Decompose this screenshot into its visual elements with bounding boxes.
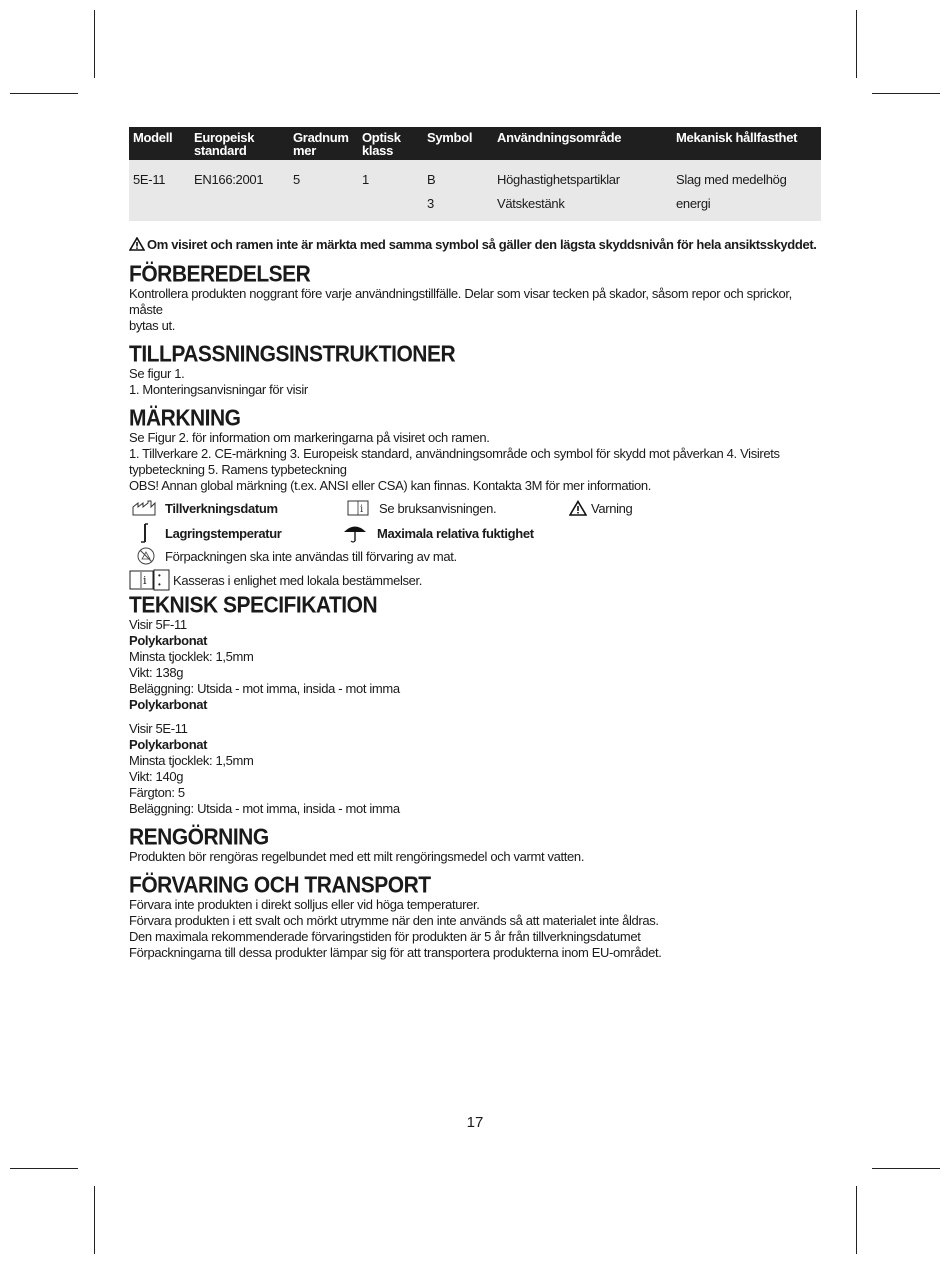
symbol-warning: Varning <box>569 500 632 516</box>
symbol-storage-temperature: Lagringstemperatur <box>131 523 282 543</box>
paragraph: bytas ut. <box>129 318 175 333</box>
warning-note: Om visiret och ramen inte är märkta med samma symbol så gäller den lägsta skyddsnivån för hela ansiktsskyddet. <box>129 237 821 252</box>
cell-omrade: Höghastighetspartiklar Vätskestänk <box>493 160 672 221</box>
heading-rengoring: RENGÖRNING <box>129 824 269 851</box>
paragraph: Förpackningarna till dessa produkter lämpar sig för att transportera produkterna inom EU-området. <box>129 945 662 960</box>
paragraph: typbeteckning 5. Ramens typbeteckning <box>129 462 347 477</box>
header-hallfasthet: Mekanisk hållfasthet <box>672 127 821 160</box>
paragraph: Färgton: 5 <box>129 785 185 800</box>
cell-standard: EN166:2001 <box>190 160 289 221</box>
paragraph: Minsta tjocklek: 1,5mm <box>129 753 254 768</box>
crop-mark <box>872 1168 940 1169</box>
warning-triangle-icon <box>569 500 587 516</box>
cell-symbol: B 3 <box>423 160 493 221</box>
symbol-row-3 <box>129 544 821 567</box>
paragraph: Polykarbonat <box>129 737 208 752</box>
paragraph: Vikt: 140g <box>129 769 184 784</box>
crop-mark <box>94 10 95 78</box>
paragraph: Vikt: 138g <box>129 665 184 680</box>
symbol-not-for-food: Förpackningen ska inte användas till förvaring av mat. <box>135 546 457 566</box>
paragraph: Se figur 1. <box>129 366 185 381</box>
crop-mark <box>10 93 78 94</box>
umbrella-icon <box>341 523 369 543</box>
crop-mark <box>856 10 857 78</box>
cell-hallfasthet: Slag med medelhög energi <box>672 160 821 221</box>
symbol-row-2 <box>129 521 821 544</box>
specification-table <box>129 127 821 221</box>
header-gradnummer: Gradnum mer <box>289 127 358 160</box>
section-teknisk <box>129 592 821 817</box>
cell-optisk-klass: 1 <box>358 160 423 221</box>
symbol-row-4 <box>129 567 821 593</box>
paragraph: Kontrollera produkten noggrant före varje användningstillfälle. Delar som visar tecken på skador, såsom repor och sprickor, måste <box>129 286 792 317</box>
paragraph: Beläggning: Utsida - mot imma, insida - mot imma <box>129 801 400 816</box>
crop-mark <box>94 1186 95 1254</box>
paragraph: 1. Tillverkare 2. CE-märkning 3. Europeisk standard, användningsområde och symbol för skydd mot påverkan 4. Visirets <box>129 446 780 461</box>
header-standard: Europeisk standard <box>190 127 289 160</box>
paragraph: Minsta tjocklek: 1,5mm <box>129 649 254 664</box>
paragraph: OBS! Annan global märkning (t.ex. ANSI eller CSA) kan finnas. Kontakta 3M för mer information. <box>129 478 652 493</box>
paragraph: Förvara produkten i ett svalt och mörkt utrymme när den inte används så att materialet inte åldras. <box>129 913 659 928</box>
warning-triangle-icon <box>129 237 145 251</box>
paragraph: Den maximala rekommenderade förvaringstiden för produkten är 5 år från tillverkningsdatumet <box>129 929 641 944</box>
disposal-manual-icon <box>129 569 171 591</box>
manual-book-icon <box>347 500 371 516</box>
paragraph: Visir 5E-11 <box>129 721 188 736</box>
paragraph: Polykarbonat <box>129 633 208 648</box>
heading-tillpassning: TILLPASSNINGSINSTRUKTIONER <box>129 341 456 368</box>
paragraph: Se Figur 2. för information om markeringarna på visiret och ramen. <box>129 430 490 445</box>
heading-forvaring: FÖRVARING OCH TRANSPORT <box>129 872 431 899</box>
section-forberedelser <box>129 261 821 334</box>
symbol-disposal: i • • Kasseras i enlighet med lokala bestämmelser. <box>129 569 422 591</box>
paragraph: Förvara inte produkten i direkt solljus eller vid höga temperaturer. <box>129 897 480 912</box>
paragraph: Polykarbonat <box>129 697 208 712</box>
crop-mark <box>856 1186 857 1254</box>
paragraph: 1. Monteringsanvisningar för visir <box>129 382 308 397</box>
heading-teknisk: TEKNISK SPECIFIKATION <box>129 592 378 619</box>
header-optisk-klass: Optisk klass <box>358 127 423 160</box>
page-number: 17 <box>466 1114 484 1131</box>
symbol-humidity: Maximala relativa fuktighet <box>341 523 534 543</box>
symbol-manufacture-date: Tillverkningsdatum <box>131 500 278 516</box>
crop-mark <box>872 93 940 94</box>
symbol-see-manual: i Se bruksanvisningen. <box>347 500 496 516</box>
symbol-row-1 <box>129 498 821 521</box>
paragraph: Visir 5F-11 <box>129 617 187 632</box>
header-anvandningsomrade: Användningsområde <box>493 127 672 160</box>
paragraph: Produkten bör rengöras regelbundet med ett milt rengöringsmedel och varmt vatten. <box>129 849 585 864</box>
header-modell: Modell <box>129 127 190 160</box>
heading-markning: MÄRKNING <box>129 405 241 432</box>
table-header-row <box>129 127 821 160</box>
svg-text:i: i <box>360 504 363 515</box>
svg-text:•: • <box>158 580 161 589</box>
cell-modell: 5E-11 <box>129 160 190 221</box>
crop-mark <box>10 1168 78 1169</box>
section-markning <box>129 405 821 494</box>
heading-forberedelser: FÖRBEREDELSER <box>129 261 311 288</box>
factory-icon <box>131 500 157 516</box>
section-rengoring <box>129 824 821 865</box>
table-row <box>129 160 821 221</box>
no-food-contact-icon <box>135 546 157 566</box>
section-tillpassning <box>129 341 821 398</box>
cell-gradnummer: 5 <box>289 160 358 221</box>
header-symbol: Symbol <box>423 127 493 160</box>
svg-text:i: i <box>143 574 147 587</box>
thermometer-icon <box>131 523 157 543</box>
section-forvaring <box>129 872 821 961</box>
paragraph: Beläggning: Utsida - mot imma, insida - mot imma <box>129 681 400 696</box>
svg-text:•: • <box>158 571 161 580</box>
page-content <box>129 127 821 961</box>
